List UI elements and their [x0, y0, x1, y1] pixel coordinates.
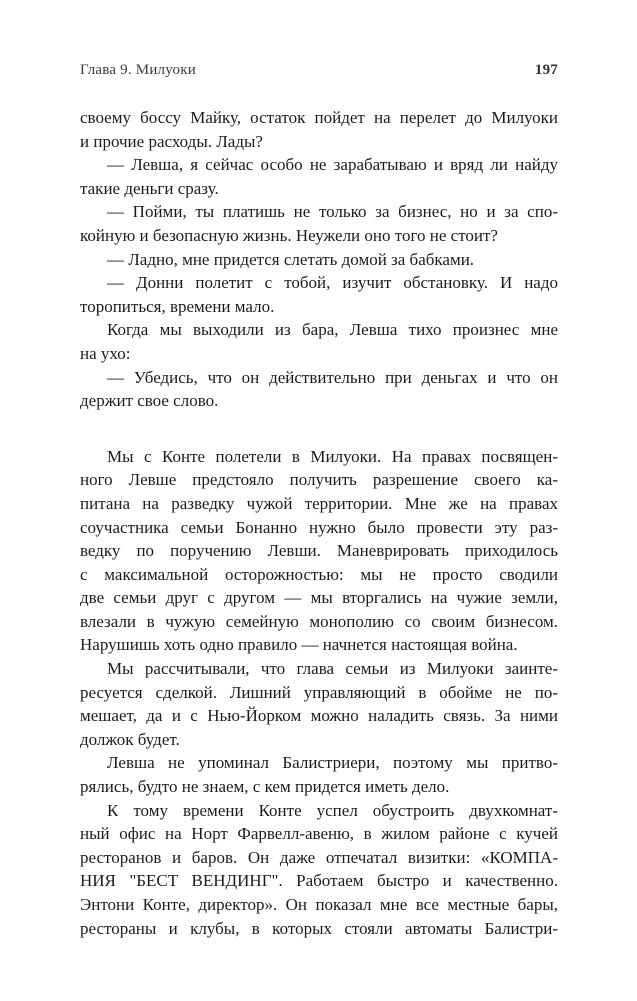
text-line: Мы с Конте полетели в Милуоки. На правах посвящен- — [107, 446, 558, 466]
text-line: Левша не упоминал Балистриери, поэтому мы притво- — [107, 753, 558, 773]
text-line: соучастника семьи Бонанно нужно было провести эту раз- — [80, 517, 558, 537]
page-body — [80, 106, 558, 940]
text-line: мешает, да и с Нью-Йорком можно наладить связь. За ними — [80, 706, 558, 726]
text-line: Энтони Конте, директор». Он показал мне все местные бары, — [80, 895, 558, 914]
paragraph — [80, 200, 558, 247]
paragraph — [80, 248, 558, 272]
text-line: ресторанов и баров. Он даже отпечатал визитки: «КОМПА- — [80, 847, 558, 867]
text-line: — Донни полетит с тобой, изучит обстановку. И надо — [107, 273, 558, 293]
text-line: держит свое слово. — [80, 391, 219, 411]
text-line: такие деньги сразу. — [80, 178, 219, 198]
text-line: торопиться, времени мало. — [80, 296, 275, 316]
page-number: 197 — [534, 62, 558, 78]
text-line: и прочие расходы. Лады? — [80, 131, 263, 151]
text-line: Мы рассчитывали, что глава семьи из Милуоки заинте- — [107, 659, 558, 679]
text-line: влезали в чужую семейную монополию со своим бизнесом. — [80, 611, 558, 631]
text-line: К тому времени Конте успел обустроить двухкомнат- — [107, 800, 558, 820]
text-line: койную и безопасную жизнь. Неужели оно того не стоит? — [80, 225, 498, 245]
text-line: на ухо: — [80, 343, 131, 363]
text-line: питана на разведку чужой территории. Мне же на правах — [80, 493, 558, 513]
text-line: Нарушишь хоть одно правило — начнется настоящая война. — [80, 635, 518, 655]
text-line: — Ладно, мне придется слетать домой за бабками. — [107, 249, 475, 269]
text-line: ведку по поручению Левши. Маневрировать приходилось — [80, 541, 558, 561]
text-line: ресуется сделкой. Лишний управляющий в обойме не по- — [80, 682, 558, 702]
text-line: — Пойми, ты платишь не только за бизнес, но и за спо- — [107, 202, 558, 222]
paragraph — [80, 318, 558, 365]
text-line: ный офис на Норт Фарвелл-авеню, в жилом районе с кучей — [80, 824, 558, 844]
text-line: две семьи друг с другом — мы вторгались на чужие земли, — [80, 588, 558, 608]
text-line: своему боссу Майку, остаток пойдет на перелет до Милуоки — [80, 108, 558, 127]
paragraph — [80, 366, 558, 413]
paragraph — [80, 153, 558, 200]
text-line: с максимальной осторожностью: мы не просто сводили — [80, 564, 558, 584]
paragraph — [80, 751, 558, 798]
paragraph — [80, 445, 558, 657]
paragraph — [80, 657, 558, 751]
page-header — [80, 62, 558, 79]
text-line: Когда мы выходили из бара, Левша тихо произнес мне — [107, 320, 558, 340]
text-line: должок будет. — [80, 729, 180, 749]
paragraph — [80, 106, 558, 153]
text-line: ного Левше предстояло получить разрешение своего ка- — [80, 470, 558, 490]
chapter-title: Глава 9. Милуоки — [80, 62, 196, 78]
text-line: — Убедись, что он действительно при деньгах и что он — [107, 367, 558, 387]
text-line: — Левша, я сейчас особо не зарабатываю и вряд ли найду — [107, 155, 558, 175]
paragraph — [80, 271, 558, 318]
text-line: рестораны и клубы, в которых стояли автоматы Балистри- — [80, 918, 558, 938]
text-line: рялись, будто не знаем, с кем придется иметь дело. — [80, 777, 450, 797]
paragraph — [80, 799, 558, 941]
text-line: НИЯ "БЕСТ ВЕНДИНГ". Работаем быстро и качественно. — [80, 871, 558, 891]
